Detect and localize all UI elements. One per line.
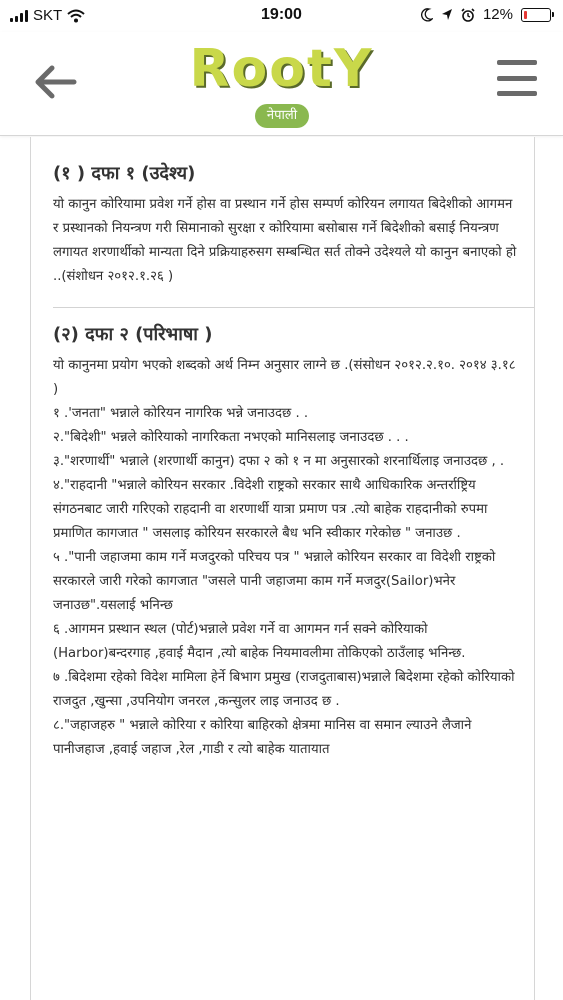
status-bar: [0, 0, 563, 32]
location-icon: [441, 8, 453, 22]
definition-item: ४."राहदानी "भन्नाले कोरियन सरकार .विदेशी राष्ट्रको सरकार साथै आधिकारिक अन्तर्राष्ट्रिय संगठनबाट जारी गरिएको राहदानी वा शरणार्थी यात्रा प्रमाण पत्र .त्यो बाहेक राहदानीको रुपमा प्रमाणित कागजात " जसलाइ कोरियन सरकारले बैध भनि स्वीकार गरेकोछ " जनाउछ .: [53, 478, 488, 541]
carrier-label: SKT: [33, 7, 63, 24]
definition-item: ५ ."पानी जहाजमा काम गर्ने मजदुरको परिचय पत्र " भन्नाले कोरियन सरकार वा विदेशी राष्ट्रको सरकारले जारी गरेको कागजात "जसले पानी जहाजमा काम गर्ने मजदुर(Sailor)भनेर जनाउछ".यसलाई भनिन्छ: [53, 550, 496, 613]
section-1-body: यो कानुन कोरियामा प्रवेश गर्ने होस वा प्रस्थान गर्ने होस सम्पर्ण कोरियन लगायत बिदेशीको आगमन र प्रस्थानको नियन्त्रण गरी सिमानाको सुरक्षा र कोरियामा बसोबास गर्ने बिदेशीको बसाई नियन्त्रण लगायत शरणार्थीको मान्यता दिने प्रक्रियाहरुसग सम्बन्धित सर्त तोक्ने उदेश्यले यो कानुन बनाएको हो ..(संशोधन २०१२.१.२६ ): [53, 197, 517, 284]
battery-percent: 12%: [482, 6, 513, 23]
definition-item: ३."शरणार्थी" भन्नाले (शरणार्थी कानुन) दफा २ को १ न मा अनुसारको शरनार्थिलाइ जनाउदछ , .: [53, 454, 505, 469]
menu-button[interactable]: [497, 60, 537, 96]
section-1-title: (१ ) दफा १ (उदेश्य): [53, 163, 196, 184]
definition-item: १ .'जनता" भन्नाले कोरियन नागरिक भन्ने जनाउदछ . .: [53, 406, 309, 421]
article-content[interactable]: [30, 137, 535, 1000]
logo-text: RootY: [189, 39, 374, 99]
language-badge: नेपाली: [255, 104, 309, 128]
hamburger-menu-icon: [497, 60, 537, 65]
app-logo: [0, 40, 563, 98]
definition-item: २."बिदेशी" भन्नले कोरियाको नागरिकता नभएको मानिसलाइ जनाउदछ . . .: [53, 430, 409, 445]
definition-item: ७ .बिदेशमा रहेको विदेश मामिला हेर्ने बिभाग प्रमुख (राजदुताबास)भन्नाले बिदेशमा रहेको कोरियाको राजदुत ,खुन्सा ,उपनियोग जनरल ,कन्सुलर लाइ जनाउद छ .: [53, 670, 515, 709]
status-time: 19:00: [261, 6, 302, 23]
battery-fill: [524, 11, 527, 19]
app-header: [0, 32, 563, 136]
section-2-title: (२) दफा २ (परिभाषा ): [53, 324, 213, 345]
section-2-intro: यो कानुनमा प्रयोग भएको शब्दको अर्थ निम्न अनुसार लाग्ने छ .(संसोधन २०१२.२.१०. २०१४ ३.१८ ): [53, 358, 516, 397]
section-divider: [53, 307, 534, 308]
alarm-icon: [461, 8, 475, 22]
definition-item: ८."जहाजहरु " भन्नाले कोरिया र कोरिया बाहिरको क्षेत्रमा मानिस वा समान ल्याउने लैजाने पानीजहाज ,हवाई जहाज ,रेल ,गाडी र त्यो बाहेक यातायात: [53, 718, 472, 757]
battery-icon: [521, 8, 551, 22]
status-right: [421, 6, 551, 23]
moon-icon: [421, 8, 433, 22]
definition-item: ६ .आगमन प्रस्थान स्थल (पोर्ट)भन्नाले प्रवेश गर्ने वा आगमन गर्न सक्ने कोरियाको (Harbor)बन्दरगाह ,हवाई मैदान ,त्यो बाहेक नियमावलीमा तोकिएको ठाउँलाइ भनिन्छ.: [53, 622, 466, 661]
